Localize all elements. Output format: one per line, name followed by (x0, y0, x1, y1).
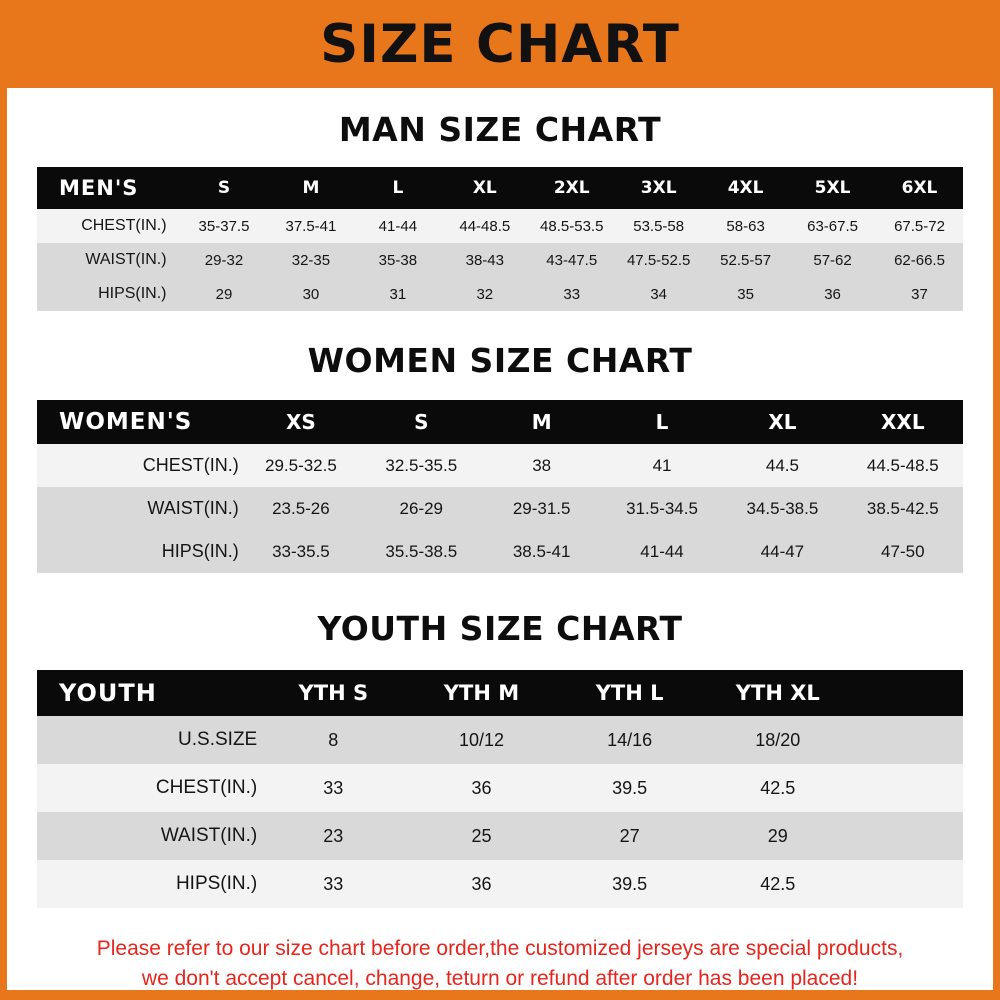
table-cell: 43-47.5 (546, 251, 598, 269)
table-row (37, 243, 963, 277)
row-label: CHEST(IN.) (81, 217, 167, 234)
column-header: S (414, 410, 429, 434)
table-cell: 37.5-41 (285, 217, 337, 235)
bottom-accent-bar (0, 990, 1000, 1000)
table-cell: 33 (323, 873, 344, 894)
table-row (37, 530, 963, 573)
table-cell: 29.5-32.5 (264, 455, 337, 475)
notice-line-1: Please refer to our size chart before order,the customized jerseys are special products, (96, 937, 904, 960)
table-cell: 67.5-72 (894, 217, 945, 235)
table-cell: 8 (328, 729, 339, 750)
table-cell: 23.5-26 (272, 498, 330, 518)
column-header: XL (472, 178, 497, 198)
table-cell: 63-67.5 (807, 217, 858, 235)
column-header: YTH M (443, 681, 520, 705)
table-cell: 32 (476, 285, 494, 303)
table-cell: 26-29 (399, 498, 444, 518)
table-cell: 23 (323, 825, 344, 846)
table-header-row (37, 400, 963, 444)
column-header-spacer (852, 670, 963, 716)
table-row (37, 487, 963, 530)
column-header: YTH L (595, 681, 664, 705)
table-cell: 44-47 (760, 541, 805, 561)
table-cell: 41 (652, 455, 672, 475)
table-cell: 38-43 (465, 251, 504, 269)
table-cell: 34 (650, 285, 668, 303)
column-header: WOMEN'S (59, 409, 193, 435)
page-banner (0, 0, 1000, 88)
column-header: XS (285, 410, 316, 434)
table-cell: 39.5 (612, 777, 648, 798)
table-row (37, 277, 963, 311)
table-cell: 29-32 (204, 251, 244, 269)
youth-size-table (37, 670, 963, 908)
table-cell: 47-50 (881, 541, 925, 561)
table-row (37, 444, 963, 487)
table-row (37, 860, 963, 908)
table-cell: 58-63 (726, 217, 765, 235)
table-cell: 31.5-34.5 (626, 498, 698, 518)
table-cell: 29 (767, 825, 788, 846)
men-size-table (37, 167, 963, 311)
table-row (37, 812, 963, 860)
table-cell: 35.5-38.5 (385, 541, 458, 561)
women-section (7, 311, 993, 573)
table-cell: 35 (737, 285, 754, 303)
table-cell: 29 (215, 285, 233, 303)
table-cell: 41-44 (378, 217, 418, 235)
women-size-table (37, 400, 963, 573)
row-label: WAIST(IN.) (85, 251, 167, 268)
table-cell: 36 (471, 777, 492, 798)
column-header: 4XL (727, 178, 764, 198)
table-cell: 32-35 (291, 251, 331, 269)
table-cell-spacer (852, 860, 963, 908)
table-cell: 37 (911, 285, 928, 303)
women-section-title: WOMEN SIZE CHART (307, 341, 693, 380)
table-row (37, 209, 963, 243)
column-header: 5XL (814, 178, 851, 198)
row-label: WAIST(IN.) (160, 825, 258, 846)
table-cell: 47.5-52.5 (626, 251, 691, 269)
column-header: M (531, 410, 552, 434)
table-cell: 36 (471, 873, 492, 894)
table-cell: 57-62 (813, 251, 852, 269)
table-cell: 33 (563, 285, 581, 303)
column-header: YOUTH (59, 679, 157, 707)
row-label: WAIST(IN.) (147, 498, 239, 518)
table-header-row (37, 670, 963, 716)
column-header: XXL (881, 410, 925, 434)
table-cell: 38 (532, 455, 552, 475)
table-cell: 44.5 (765, 455, 799, 475)
table-cell: 33-35.5 (272, 541, 330, 561)
table-cell: 42.5 (760, 777, 796, 798)
table-cell: 36 (824, 285, 841, 303)
table-cell: 33 (323, 777, 344, 798)
column-header: L (655, 410, 669, 434)
table-cell: 39.5 (612, 873, 648, 894)
column-header: YTH S (298, 681, 369, 705)
table-cell: 62-66.5 (894, 251, 945, 269)
youth-section-title: YOUTH SIZE CHART (317, 609, 683, 648)
table-cell: 48.5-53.5 (540, 217, 604, 235)
table-cell: 42.5 (760, 873, 796, 894)
table-cell: 30 (302, 285, 320, 303)
column-header: 2XL (553, 178, 590, 198)
men-section-title: MAN SIZE CHART (338, 110, 662, 149)
table-row (37, 764, 963, 812)
column-header: 3XL (640, 178, 677, 198)
column-header: XL (768, 410, 797, 434)
column-header: MEN'S (59, 176, 139, 200)
table-cell: 44-48.5 (459, 217, 511, 235)
table-cell: 27 (619, 825, 640, 846)
notice-line-2: we don't accept cancel, change, teturn or refund after order has been placed! (141, 967, 859, 991)
column-header: 6XL (901, 178, 938, 198)
table-cell: 41-44 (640, 541, 684, 561)
row-label: U.S.SIZE (178, 729, 258, 750)
page-title: SIZE CHART (320, 13, 680, 75)
row-label: CHEST(IN.) (142, 455, 239, 475)
youth-section (7, 573, 993, 908)
table-cell: 25 (471, 825, 492, 846)
table-cell-spacer (852, 764, 963, 812)
table-cell: 53.5-58 (633, 217, 685, 235)
men-section (7, 88, 993, 311)
row-label: HIPS(IN.) (161, 541, 239, 561)
table-cell: 14/16 (607, 729, 653, 750)
table-cell: 31 (389, 285, 407, 303)
column-header: YTH XL (735, 681, 820, 705)
column-header: M (302, 178, 320, 198)
table-cell: 35-38 (378, 251, 418, 269)
table-cell: 38.5-41 (512, 541, 571, 561)
table-cell: 38.5-42.5 (866, 498, 939, 518)
table-cell: 35-37.5 (198, 217, 250, 235)
return-policy-notice (7, 934, 993, 995)
table-row (37, 716, 963, 764)
table-cell: 29-31.5 (512, 498, 571, 518)
row-label: HIPS(IN.) (175, 873, 258, 894)
table-cell: 34.5-38.5 (746, 498, 819, 518)
row-label: HIPS(IN.) (98, 285, 167, 302)
table-cell-spacer (852, 812, 963, 860)
table-cell: 32.5-35.5 (385, 455, 458, 475)
row-label: CHEST(IN.) (155, 777, 258, 798)
table-cell: 18/20 (755, 729, 801, 750)
table-cell: 52.5-57 (720, 251, 772, 269)
column-header: S (217, 178, 231, 198)
table-header-row (37, 167, 963, 209)
table-cell: 10/12 (458, 729, 504, 750)
table-cell: 44.5-48.5 (866, 455, 939, 475)
table-cell-spacer (852, 716, 963, 764)
column-header: L (392, 178, 404, 198)
